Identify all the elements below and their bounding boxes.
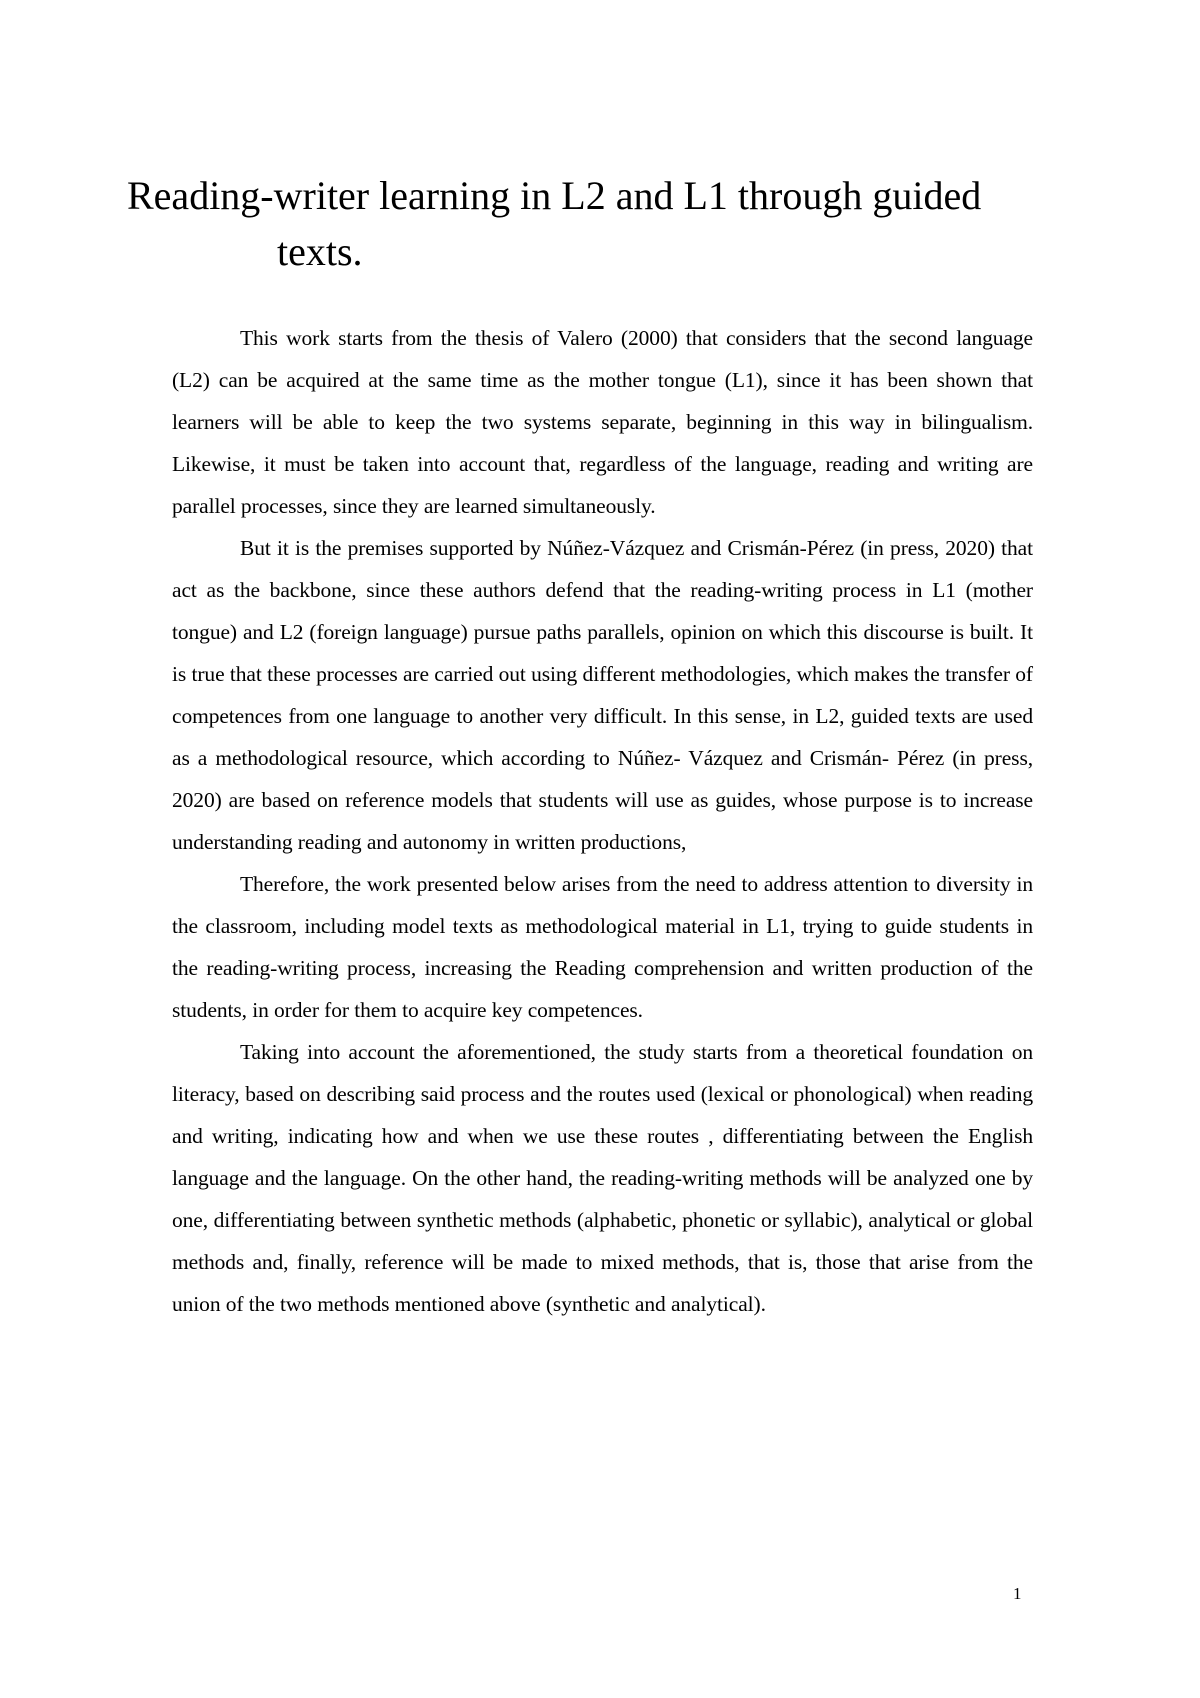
- body-text: [172, 317, 1033, 1325]
- title-line-2: texts.: [277, 229, 363, 274]
- paragraph-2: But it is the premises supported by Núñez-Vázquez and Crismán-Pérez (in press, 2020) that act as the backbone, since these authors defend that the reading-writing process in L1 (mother tongue) and L2 (foreign language) pursue paths parallels, opinion on which this discourse is built. It is true that these processes are carried out using different methodologies, which makes the transfer of competences from one language to another very difficult. In this sense, in L2, guided texts are used as a methodological resource, which according to Núñez- Vázquez and Crismán- Pérez (in press, 2020) are based on reference models that students will use as guides, whose purpose is to increase understanding reading and autonomy in written productions,: [172, 536, 1033, 854]
- page-number: 1: [1013, 1584, 1022, 1603]
- paragraph-3: Therefore, the work presented below arises from the need to address attention to diversity in the classroom, including model texts as methodological material in L1, trying to guide students in the reading-writing process, increasing the Reading comprehension and written production of the students, in order for them to acquire key competences.: [172, 872, 1033, 1022]
- paragraph-4: Taking into account the aforementioned, the study starts from a theoretical foundation on literacy, based on describing said process and the routes used (lexical or phonological) when reading and writing, indicating how and when we use these routes , differentiating between the English language and the language. On the other hand, the reading-writing methods will be analyzed one by one, differentiating between synthetic methods (alphabetic, phonetic or syllabic), analytical or global methods and, finally, reference will be made to mixed methods, that is, those that arise from the union of the two methods mentioned above (synthetic and analytical).: [172, 1040, 1033, 1316]
- title-line-1: Reading-writer learning in L2 and L1 through guided: [127, 173, 982, 218]
- page-title: [127, 168, 1087, 280]
- paragraph-1: This work starts from the thesis of Valero (2000) that considers that the second language (L2) can be acquired at the same time as the mother tongue (L1), since it has been shown that learners will be able to keep the two systems separate, beginning in this way in bilingualism. Likewise, it must be taken into account that, regardless of the language, reading and writing are parallel processes, since they are learned simultaneously.: [172, 326, 1033, 518]
